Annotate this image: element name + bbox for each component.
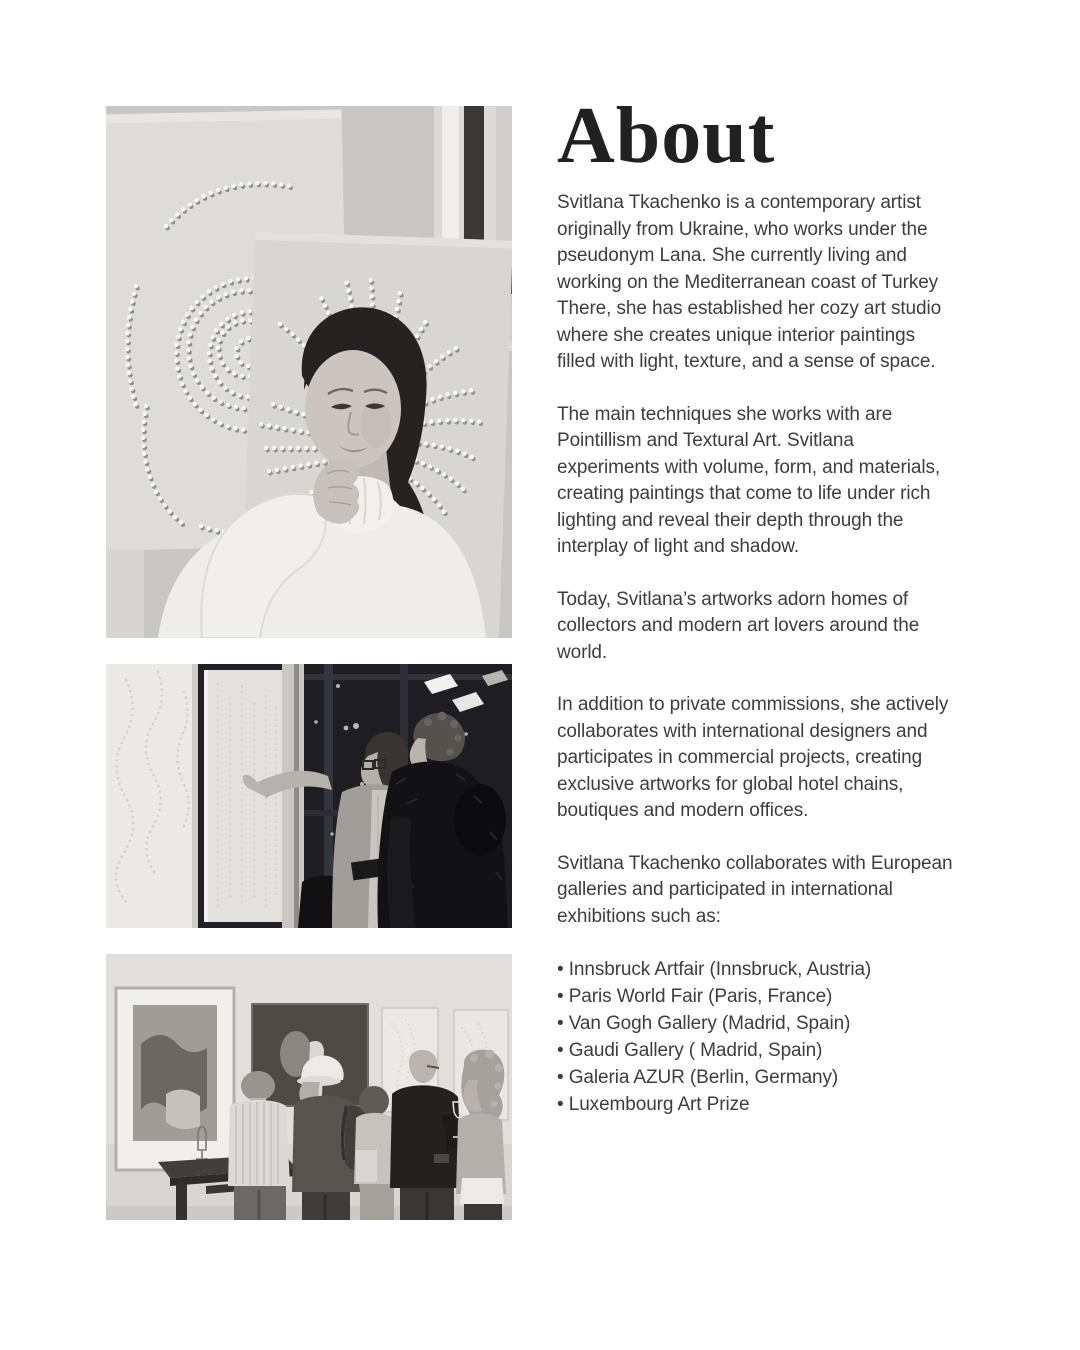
artist-portrait-photo xyxy=(106,106,512,638)
exhibition-list xyxy=(557,956,955,1118)
about-text-column xyxy=(557,92,955,1118)
bio-paragraph-5: Svitlana Tkachenko collaborates with European galleries and participated in international exhibitions such as: xyxy=(557,852,953,927)
photo-column xyxy=(106,106,512,1220)
bio-paragraph-1: Svitlana Tkachenko is a contemporary artist originally from Ukraine, who works under the pseudonym Lana. She currently living and working on the Mediterranean coast of Turkey There, she has established her cozy art studio where she creates unique interior paintings filled with light, texture, and a sense of space. xyxy=(557,192,942,372)
page-title: About xyxy=(557,92,776,180)
bio-paragraph-3: Today, Svitlana’s artworks adorn homes of collectors and modern art lovers around the world. xyxy=(557,588,920,663)
exhibition-item: • Van Gogh Gallery (Madrid, Spain) xyxy=(557,1013,851,1034)
exhibition-item: • Paris World Fair (Paris, France) xyxy=(557,986,833,1007)
bio-paragraph-4: In addition to private commissions, she actively collaborates with international designers and participates in commercial projects, creating exclusive artworks for global hotel chains, boutiques and modern offices. xyxy=(557,694,949,821)
artist-portrait-illustration xyxy=(106,106,512,638)
exhibition-item: • Gaudi Gallery ( Madrid, Spain) xyxy=(557,1040,823,1061)
gallery-visitors-illustration xyxy=(106,664,512,928)
exhibition-item: • Innsbruck Artfair (Innsbruck, Austria) xyxy=(557,959,872,980)
exhibition-guests-illustration xyxy=(106,954,512,1220)
exhibition-item: • Galeria AZUR (Berlin, Germany) xyxy=(557,1067,839,1088)
exhibition-guests-photo xyxy=(106,954,512,1220)
bio-paragraph-2: The main techniques she works with are Pointillism and Textural Art. Svitlana experiments with volume, form, and materials, creating paintings that come to life under rich lighting and reveal their depth through the interplay of light and shadow. xyxy=(557,403,941,557)
exhibition-item: • Luxembourg Art Prize xyxy=(557,1094,750,1115)
gallery-visitors-photo xyxy=(106,664,512,928)
